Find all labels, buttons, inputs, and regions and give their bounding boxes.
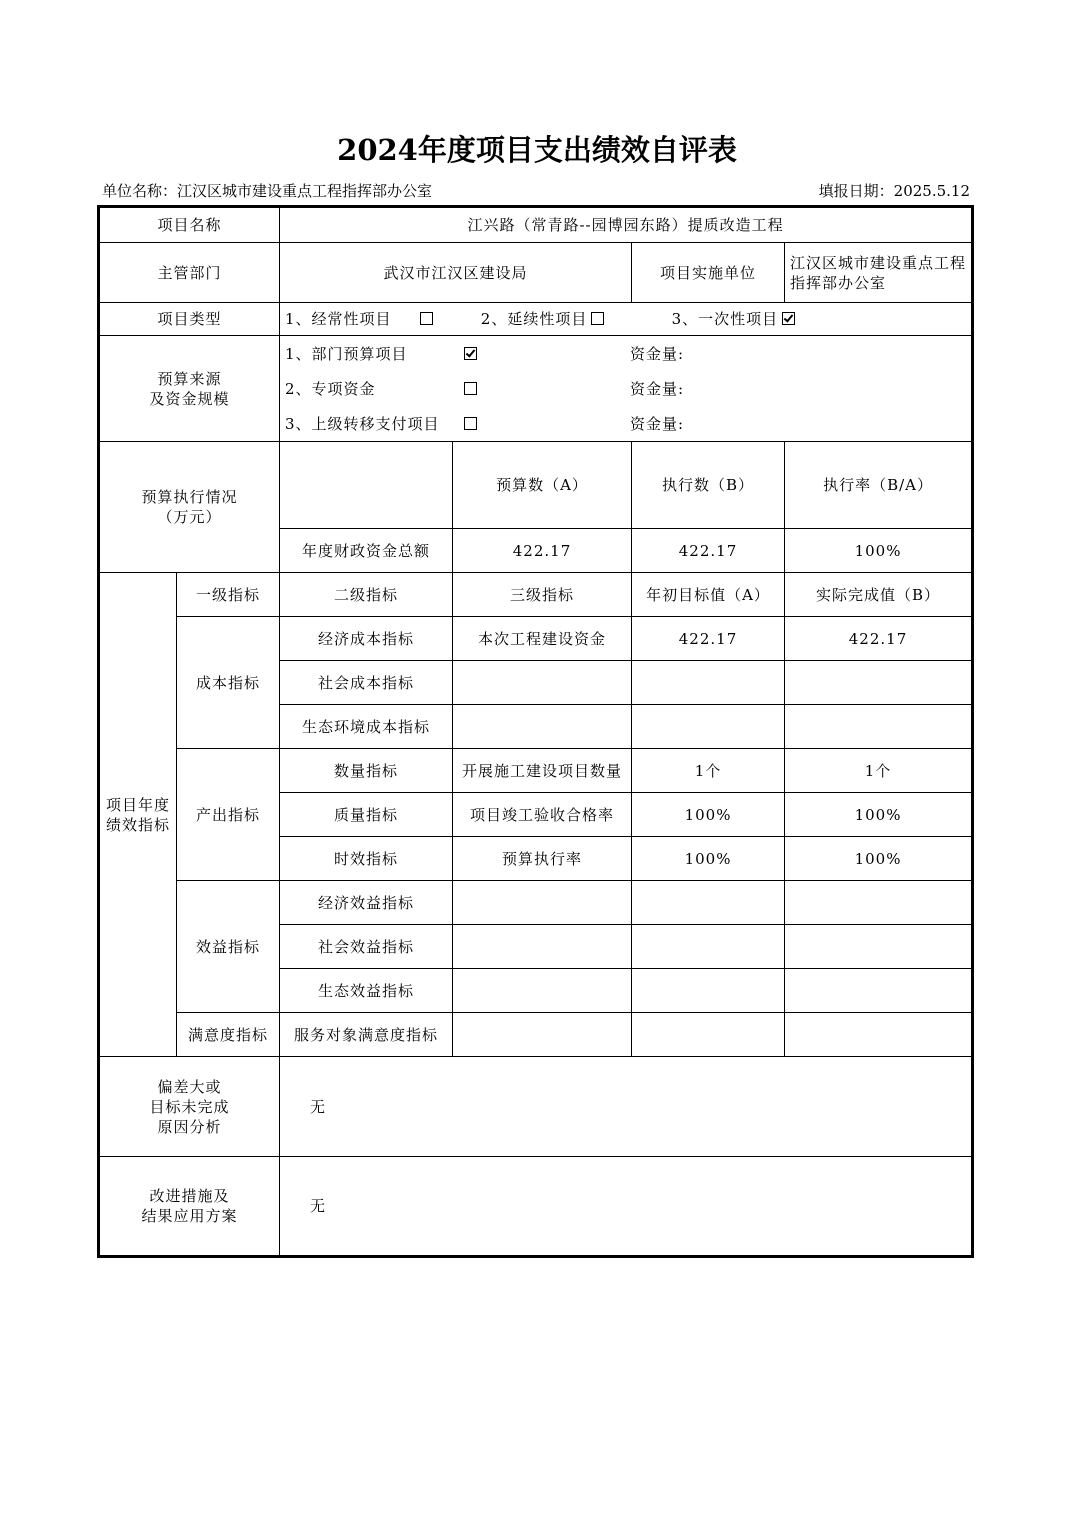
row-deviation: [99, 1057, 973, 1157]
row-project-name: [99, 207, 973, 243]
source-item: 2、专项资金 资金量:: [285, 379, 685, 398]
output-indicator-label: 产出指标: [177, 749, 280, 881]
execution-empty-cell: [280, 442, 453, 529]
project-type-label: 项目类型: [99, 303, 280, 336]
level2-cell: 时效指标: [280, 837, 453, 881]
row-execution-header: [99, 442, 973, 529]
impl-unit-value: 江汉区城市建设重点工程指挥部办公室: [785, 243, 973, 303]
dept-label: 主管部门: [99, 243, 280, 303]
annual-total-label: 年度财政资金总额: [280, 529, 453, 573]
budget-source-items: [280, 336, 973, 442]
level3-cell: [453, 705, 632, 749]
header-target: 年初目标值（A）: [632, 573, 785, 617]
execution-label: 预算执行情况 （万元）: [99, 442, 280, 573]
level2-cell: 服务对象满意度指标: [280, 1013, 453, 1057]
satisfaction-indicator-label: 满意度指标: [177, 1013, 280, 1057]
project-name-value: 江兴路（常青路--园博园东路）提质改造工程: [280, 207, 973, 243]
level3-cell: [453, 661, 632, 705]
col-rate: 执行率（B/A）: [785, 442, 973, 529]
budget-a-value: 422.17: [453, 529, 632, 573]
checkbox-icon[interactable]: [420, 312, 433, 325]
actual-cell: [785, 1013, 973, 1057]
header-level3: 三级指标: [453, 573, 632, 617]
checkbox-icon[interactable]: [591, 312, 604, 325]
target-cell: 1个: [632, 749, 785, 793]
actual-cell: [785, 705, 973, 749]
table-row: [99, 749, 973, 793]
row-indicator-header: [99, 573, 973, 617]
checkbox-checked-icon[interactable]: [782, 312, 795, 325]
type-option-1[interactable]: 1、经常性项目: [285, 309, 475, 329]
level3-cell: [453, 881, 632, 925]
benefit-indicator-label: 效益指标: [177, 881, 280, 1013]
target-cell: [632, 881, 785, 925]
level2-cell: 经济效益指标: [280, 881, 453, 925]
actual-cell: 100%: [785, 837, 973, 881]
checkbox-icon[interactable]: [464, 417, 477, 430]
checkbox-icon[interactable]: [464, 382, 477, 395]
impl-unit-label: 项目实施单位: [632, 243, 785, 303]
executed-b-value: 422.17: [632, 529, 785, 573]
improvement-value: 无: [280, 1157, 973, 1257]
type-option-3[interactable]: 3、一次性项目: [672, 309, 796, 329]
target-cell: 100%: [632, 837, 785, 881]
level2-cell: 质量指标: [280, 793, 453, 837]
target-cell: [632, 661, 785, 705]
table-row: [99, 1013, 973, 1057]
actual-cell: [785, 881, 973, 925]
row-improvement: [99, 1157, 973, 1257]
col-budget-a: 预算数（A）: [453, 442, 632, 529]
table-row: [99, 617, 973, 661]
target-cell: [632, 705, 785, 749]
target-cell: [632, 1013, 785, 1057]
source-item: 1、部门预算项目 资金量:: [285, 344, 685, 363]
evaluation-table: [97, 205, 974, 1258]
level3-cell: 预算执行率: [453, 837, 632, 881]
rate-value: 100%: [785, 529, 973, 573]
project-name-label: 项目名称: [99, 207, 280, 243]
dept-value: 武汉市江汉区建设局: [280, 243, 632, 303]
fill-date: 填报日期：2025.5.12: [818, 182, 970, 200]
row-budget-source: [99, 336, 973, 442]
actual-cell: [785, 661, 973, 705]
level3-cell: [453, 969, 632, 1013]
target-cell: 100%: [632, 793, 785, 837]
source-item: 3、上级转移支付项目 资金量:: [285, 414, 685, 433]
level3-cell: 项目竣工验收合格率: [453, 793, 632, 837]
deviation-label: 偏差大或 目标未完成 原因分析: [99, 1057, 280, 1157]
actual-cell: [785, 969, 973, 1013]
deviation-value: 无: [280, 1057, 973, 1157]
level3-cell: 开展施工建设项目数量: [453, 749, 632, 793]
type-option-2[interactable]: 2、延续性项目: [481, 309, 666, 329]
page-title: 2024年度项目支出绩效自评表: [337, 133, 737, 167]
target-cell: [632, 969, 785, 1013]
level2-cell: 社会成本指标: [280, 661, 453, 705]
level2-cell: 数量指标: [280, 749, 453, 793]
col-executed-b: 执行数（B）: [632, 442, 785, 529]
budget-source-label: 预算来源 及资金规模: [99, 336, 280, 442]
project-type-options: [280, 303, 973, 336]
row-project-type: [99, 303, 973, 336]
level2-cell: 社会效益指标: [280, 925, 453, 969]
unit-name: 单位名称：江汉区城市建设重点工程指挥部办公室: [102, 182, 433, 200]
actual-cell: [785, 925, 973, 969]
header-level2: 二级指标: [280, 573, 453, 617]
level3-cell: [453, 1013, 632, 1057]
indicator-group-label: 项目年度 绩效指标: [99, 573, 177, 1057]
improvement-label: 改进措施及 结果应用方案: [99, 1157, 280, 1257]
actual-cell: 422.17: [785, 617, 973, 661]
level2-cell: 生态环境成本指标: [280, 705, 453, 749]
header-level1: 一级指标: [177, 573, 280, 617]
header-actual: 实际完成值（B）: [785, 573, 973, 617]
cost-indicator-label: 成本指标: [177, 617, 280, 749]
target-cell: 422.17: [632, 617, 785, 661]
row-department: [99, 243, 973, 303]
level2-cell: 经济成本指标: [280, 617, 453, 661]
actual-cell: 1个: [785, 749, 973, 793]
target-cell: [632, 925, 785, 969]
actual-cell: 100%: [785, 793, 973, 837]
level3-cell: 本次工程建设资金: [453, 617, 632, 661]
level2-cell: 生态效益指标: [280, 969, 453, 1013]
table-row: [99, 881, 973, 925]
level3-cell: [453, 925, 632, 969]
checkbox-checked-icon[interactable]: [464, 347, 477, 360]
